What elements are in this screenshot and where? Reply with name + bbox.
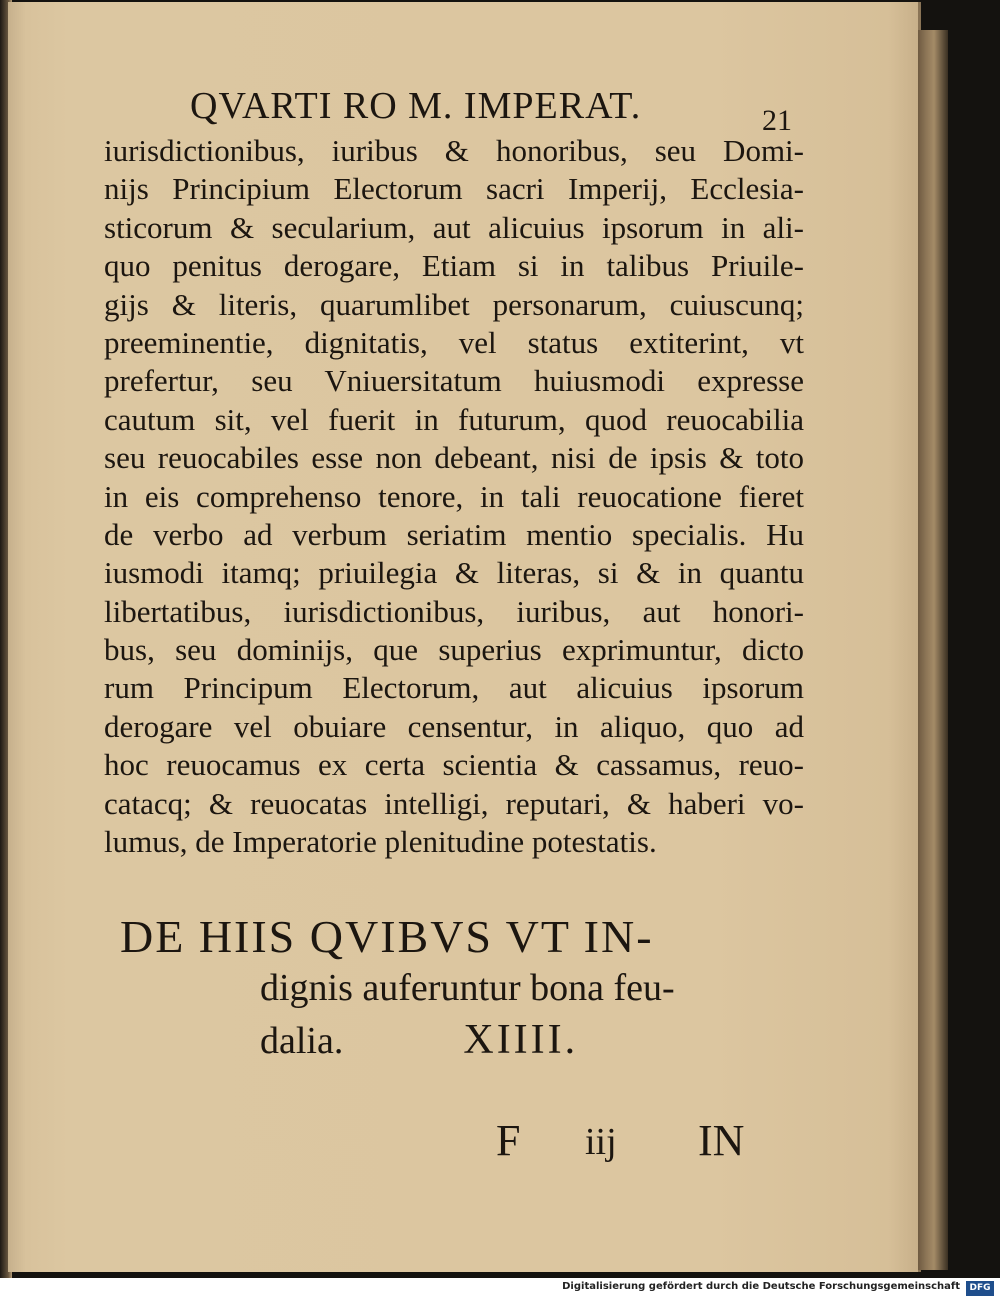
- chapter-heading: [120, 910, 675, 1066]
- text-line: de verbo ad verbum seriatim mentio specialis. Hu: [104, 516, 804, 552]
- text-line: iusmodi itamq; priuilegia & literas, si & in quantu: [104, 555, 804, 591]
- chapter-heading-line: dalia.: [260, 1020, 344, 1062]
- text-line: iurisdictionibus, iuribus & honoribus, seu Domi-: [104, 133, 804, 168]
- catchword: IN: [698, 1116, 745, 1165]
- page-stack-edge: [918, 30, 948, 1270]
- text-line: preeminentie, dignitatis, vel status extiterint, vt: [104, 324, 804, 360]
- text-line: in eis comprehenso tenore, in tali reuocatione fieret: [104, 478, 804, 514]
- funding-note: Digitalisierung gefördert durch die Deutsche Forschungsgemeinschaft: [562, 1281, 960, 1292]
- chapter-heading-last-line: [120, 1016, 675, 1066]
- text-line: quo penitus derogare, Etiam si in talibus Priuile-: [104, 248, 804, 284]
- chapter-heading-line: DE HIIS QVIBVS VT IN-: [120, 911, 654, 962]
- text-line: catacq; & reuocatas intelligi, reputari, & haberi vo-: [104, 785, 804, 821]
- text-line: rum Principum Electorum, aut alicuius ipsorum: [104, 670, 804, 706]
- text-line: nijs Principium Electorum sacri Imperij, Ecclesia-: [104, 171, 804, 207]
- text-line: sticorum & secularium, aut alicuius ipsorum in ali-: [104, 209, 804, 245]
- text-line: hoc reuocamus ex certa scientia & cassamus, reuo-: [104, 747, 804, 783]
- dfg-logo: DFG: [966, 1281, 994, 1296]
- text-line: libertatibus, iurisdictionibus, iuribus, aut honori-: [104, 593, 804, 629]
- footer-bar: [0, 1278, 1000, 1300]
- text-line: bus, seu dominijs, que superius exprimuntur, dicto: [104, 632, 804, 668]
- running-head: QVARTI RO M. IMPERAT.: [190, 85, 642, 127]
- signature-mark-letter: F: [496, 1116, 521, 1165]
- text-line: prefertur, seu Vniuersitatum huiusmodi expresse: [104, 363, 804, 399]
- folio-number: 21: [762, 104, 792, 137]
- text-line: derogare vel obuiare censentur, in aliquo, quo ad: [104, 708, 804, 744]
- text-line: cautum sit, vel fuerit in futurum, quod reuocabilia: [104, 401, 804, 437]
- chapter-number: XIIII.: [463, 1017, 579, 1063]
- chapter-heading-line: dignis auferuntur bona feu-: [260, 967, 675, 1009]
- body-text: [104, 132, 804, 861]
- text-line: seu reuocabiles esse non debeant, nisi de ipsis & toto: [104, 440, 804, 476]
- text-line: lumus, de Imperatorie plenitudine potestatis.: [104, 824, 657, 860]
- text-line: gijs & literis, quarumlibet personarum, cuiuscunq;: [104, 286, 804, 322]
- signature-mark-number: iij: [585, 1121, 617, 1163]
